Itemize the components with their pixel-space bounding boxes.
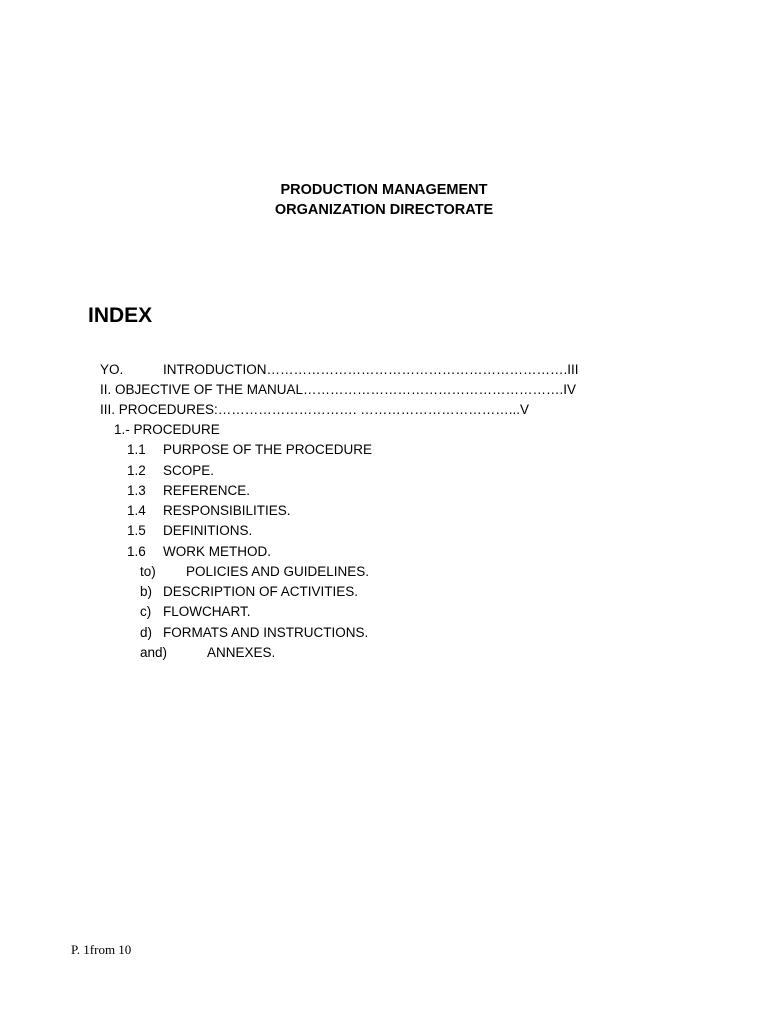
toc-entry-text: DESCRIPTION OF ACTIVITIES. xyxy=(163,584,359,599)
toc-entry-marker: YO. xyxy=(100,362,124,377)
toc-entry-marker: 1.6 xyxy=(127,544,146,559)
toc-entry-marker: b) xyxy=(140,584,153,599)
toc-entry-text: SCOPE. xyxy=(163,463,215,478)
toc-entry-text: FORMATS AND INSTRUCTIONS. xyxy=(163,625,369,640)
toc-entry-text: WORK METHOD. xyxy=(163,544,271,559)
toc-entry-text: REFERENCE. xyxy=(163,483,251,498)
toc-entry-marker: 1.1 xyxy=(127,442,146,457)
toc-entry-marker: and) xyxy=(140,645,168,660)
toc-entry-marker: c) xyxy=(140,604,152,619)
toc-entry-marker: to) xyxy=(140,564,156,579)
toc-entry-marker: 1.4 xyxy=(127,503,146,518)
toc-entry-marker: 1.5 xyxy=(127,523,146,538)
index-heading: INDEX xyxy=(88,304,153,327)
document-header xyxy=(0,180,768,220)
toc-entry-marker: 1.2 xyxy=(127,463,146,478)
toc-entry-text: II. OBJECTIVE OF THE MANUAL………………………………………………….IV xyxy=(100,382,577,397)
toc-entry-text: ANNEXES. xyxy=(207,645,276,660)
toc-entry-text: III. PROCEDURES:…………………………. ……………………………...V xyxy=(100,402,530,417)
toc-entry-text: PURPOSE OF THE PROCEDURE xyxy=(163,442,373,457)
page-number-footer: P. 1from 10 xyxy=(71,942,132,957)
toc-entry-text: POLICIES AND GUIDELINES. xyxy=(186,564,370,579)
header-title-line-2: ORGANIZATION DIRECTORATE xyxy=(274,202,494,218)
toc-entry-text: FLOWCHART. xyxy=(163,604,251,619)
toc-entry-text: RESPONSIBILITIES. xyxy=(163,503,291,518)
toc-entry-text: INTRODUCTION………………………………………………………….III xyxy=(163,362,579,377)
toc-entry-text: 1.- PROCEDURE xyxy=(114,422,220,437)
toc-entry-text: DEFINITIONS. xyxy=(163,523,253,538)
header-title-line-1: PRODUCTION MANAGEMENT xyxy=(280,182,488,198)
toc-entry-marker: d) xyxy=(140,625,153,640)
toc-entry-marker: 1.3 xyxy=(127,483,146,498)
